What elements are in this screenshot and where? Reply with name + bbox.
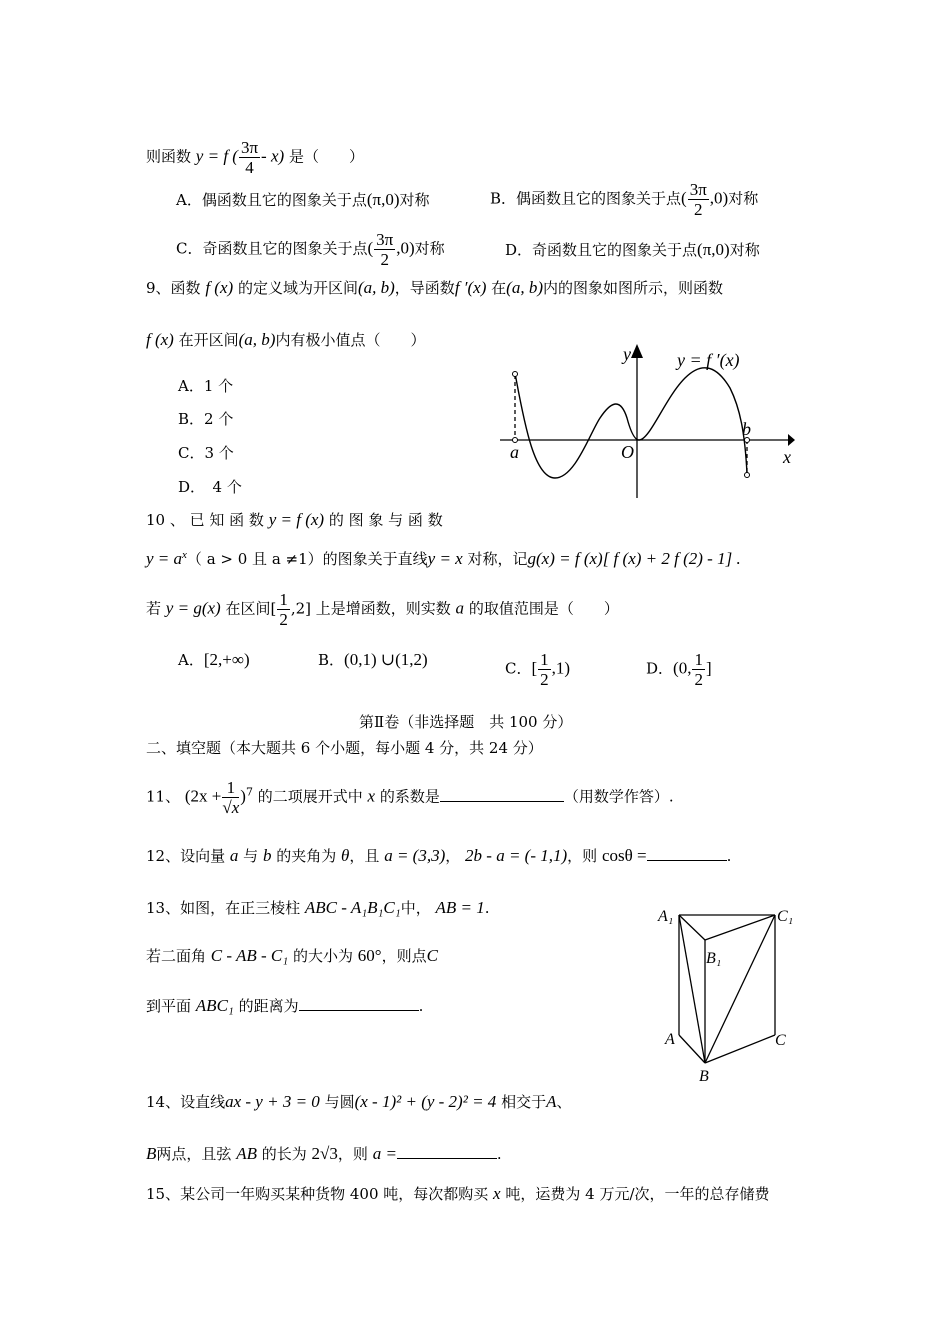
q10-stem-2: $y = a^x$（ a > 0 且 a ≠1）的图象关于直线y = x 对称，记g(x) = f (x)[ f (x) + 2 f (2) - 1] . [146, 549, 741, 568]
endpoint-a-top [513, 372, 518, 377]
q9-option-b: B．2 个 [178, 410, 234, 428]
edge-C1B [705, 915, 775, 1063]
label-B1: B₁ [706, 950, 722, 967]
section2-title: 第Ⅱ卷（非选择题 共 100 分） [359, 713, 573, 731]
q12: 12、设向量 a 与 b 的夹角为 θ，且 a = (3,3)， 2b - a = (- 1,1)，则 cosθ = . [146, 846, 732, 865]
q8-option-b: B．偶函数且它的图象关于点( $\frac{3\pi}{2}$ ,0)对称 [490, 180, 759, 219]
q9-option-c: C．3 个 [178, 444, 234, 462]
q10-option-d: D．(0, $\frac{1}{2}$ ] [646, 650, 712, 689]
q8-option-d: D．奇函数且它的图象关于点(π,0)对称 [505, 240, 760, 259]
label-C: C [775, 1032, 786, 1049]
q9-derivative-graph [495, 338, 800, 508]
q10-option-c: C．[ $\frac{1}{2}$ ,1) [505, 650, 571, 689]
q10-option-b: B．(0,1) ∪(1,2) [318, 650, 428, 669]
q8-stem [146, 138, 364, 177]
q14-line2: B两点，且弦 AB 的长为 2√3，则 a = . [146, 1144, 502, 1163]
endpoint-b-bottom [745, 473, 750, 478]
q8-stem-pre: 则函数 [146, 147, 192, 166]
q10-stem-3: 若 y = g(x) 在区间[ $\frac{1}{2}$ ,2] 上是增函数，则实数 a 的取值范围是（ ） [146, 590, 619, 629]
q11-answer-blank[interactable] [440, 789, 564, 802]
q10-option-a: A．[2,+∞) [178, 650, 250, 669]
q13-line1: 13、如图，在正三棱柱 ABC - A₁B₁C₁中， AB = 1. [146, 898, 490, 917]
q13-line2: 若二面角 C - AB - C₁ 的大小为 60°，则点C [146, 946, 438, 965]
q8-fn-b: - x) [261, 146, 285, 166]
q10-stem-1: 10 、 已 知 函 数 y = f (x) 的 图 象 与 函 数 [146, 510, 443, 529]
x-axis-arrow-icon [788, 434, 795, 446]
q14-answer-blank[interactable] [397, 1146, 497, 1159]
q8-frac: $\frac{3\pi}{4}$ [240, 138, 259, 177]
edge-BC [705, 1035, 775, 1063]
y-axis-arrow-icon [631, 344, 643, 358]
q8-stem-post: 是（ ） [288, 147, 364, 166]
origin-label: O [621, 442, 634, 462]
q12-answer-blank[interactable] [647, 848, 727, 861]
y-label: y [623, 344, 631, 364]
a-label: a [510, 442, 519, 462]
b-label: b [742, 419, 751, 439]
q8-option-c: C．奇函数且它的图象关于点( $\frac{3\pi}{2}$ ,0)对称 [176, 230, 445, 269]
q13-answer-blank[interactable] [299, 998, 419, 1011]
x-label: x [783, 447, 791, 467]
label-A1: A₁ [658, 908, 674, 925]
q9-option-d: D． 4 个 [178, 478, 242, 496]
section2-heading: 二、填空题（本大题共 6 个小题，每小题 4 分，共 24 分） [146, 739, 543, 757]
q15: 15、某公司一年购买某种货物 400 吨，每次都购买 x 吨，运费为 4 万元/次，一年的总存储费 [146, 1184, 770, 1203]
label-B: B [699, 1068, 709, 1085]
curve-label: y = f ′(x) [677, 350, 740, 370]
q8-fn: y = f ( [195, 146, 238, 166]
q9-option-a: A．1 个 [178, 377, 234, 395]
q8-option-a: A．偶函数且它的图象关于点(π,0)对称 [176, 190, 430, 209]
label-A: A [665, 1031, 675, 1048]
q13-prism-figure [655, 895, 805, 1090]
q9-stem-2: f (x) 在开区间(a, b)内有极小值点（ ） [146, 330, 426, 349]
q11: 11、 (2x + $\frac{1}{√x}$ )$^7$ 的二项展开式中 x 的系数是 （用数学作答）. [146, 778, 674, 817]
edge-A1B [679, 915, 705, 1063]
q13-line3: 到平面 ABC₁ 的距离为 . [146, 996, 424, 1015]
q14-line1: 14、设直线ax - y + 3 = 0 与圆(x - 1)² + (y - 2)² = 4 相交于A、 [146, 1092, 572, 1111]
q9-stem: 9、函数 f (x) 的定义域为开区间(a, b)，导函数f ′(x) 在(a, b)内的图象如图所示，则函数 [146, 278, 724, 297]
label-C1: C₁ [777, 908, 794, 925]
